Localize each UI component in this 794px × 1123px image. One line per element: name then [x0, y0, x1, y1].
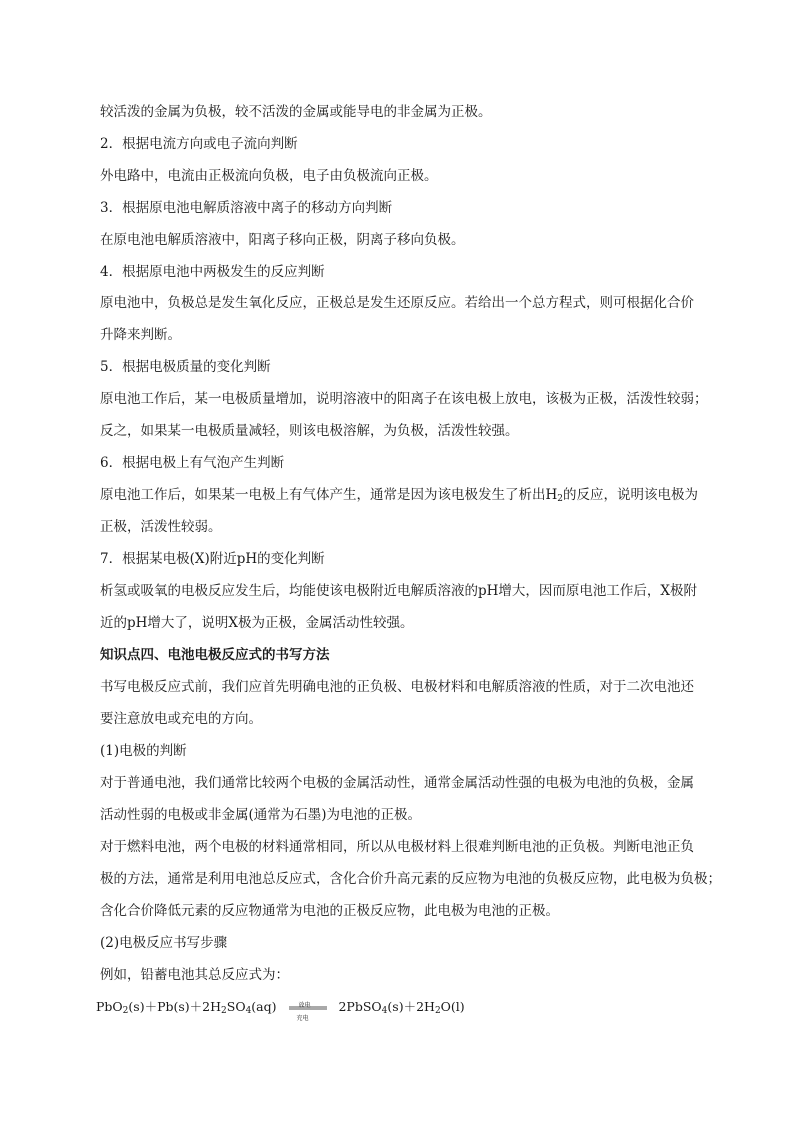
- text-line: 近的pH增大了，说明X极为正极，金属活动性较强。: [100, 615, 414, 631]
- text-line: 反之，如果某一电极质量减轻，则该电极溶解，为负极，活泼性较强。: [100, 423, 519, 439]
- reversible-arrow-icon: 放电 充电: [296, 1001, 311, 1022]
- text-line: 对于普通电池，我们通常比较两个电极的金属活动性，通常金属活动性强的电极为电池的负极，金属: [100, 775, 694, 791]
- text-line: 升降来判断。: [100, 327, 181, 343]
- heading-method-3: 3．根据原电池电解质溶液中离子的移动方向判断: [100, 200, 393, 216]
- text-line: 含化合价降低元素的反应物通常为电池的正极反应物，此电极为电池的正极。: [100, 903, 559, 919]
- heading-method-4: 4．根据原电池中两极发生的反应判断: [100, 264, 325, 280]
- reaction-equation: $PbO_2(s)+Pb(s)+2H_2SO_4(aq)$ 放电 充电 $2PbSO_4(s)+2H_2O(l)$: [96, 999, 465, 1022]
- text-line: [100, 486, 698, 508]
- subheading-electrode-judgement: (1)电极的判断: [100, 743, 187, 759]
- section-title: 知识点四、电池电极反应式的书写方法: [100, 647, 330, 663]
- text-line: 极的方法，通常是利用电池总反应式，含化合价升高元素的反应物为电池的负极反应物，此电极为负极；: [100, 871, 721, 887]
- subheading-writing-steps: (2)电极反应书写步骤: [100, 935, 228, 951]
- heading-method-5: 5．根据电极质量的变化判断: [100, 359, 271, 375]
- text-line: 例如，铅蓄电池其总反应式为：: [100, 967, 289, 983]
- text-line: 活动性弱的电极或非金属(通常为石墨)为电池的正极。: [100, 807, 422, 823]
- text-line: 对于燃料电池，两个电极的材料通常相同，所以从电极材料上很难判断电池的正负极。判断电池正负: [100, 839, 694, 855]
- text-line: 析氢或吸氧的电极反应发生后，均能使该电极附近电解质溶液的pH增大，因而原电池工作后，X极附: [100, 583, 698, 599]
- text-line: 正极，活泼性较弱。: [100, 519, 222, 535]
- heading-method-7: 7．根据某电极(X)附近pH的变化判断: [100, 551, 325, 567]
- text-line: 书写电极反应式前，我们应首先明确电池的正负极、电极材料和电解质溶液的性质，对于二次电池还: [100, 679, 694, 695]
- text-line: 外电路中，电流由正极流向负极，电子由负极流向正极。: [100, 168, 438, 184]
- heading-method-6: 6．根据电极上有气泡产生判断: [100, 455, 285, 471]
- text-segment: 原电池工作后，如果某一电极上有气体产生，通常是因为该电极发生了析出: [100, 487, 546, 503]
- text-line: 在原电池电解质溶液中，阳离子移向正极，阴离子移向负极。: [100, 232, 465, 248]
- h2-formula: $H_2$: [545, 487, 564, 504]
- text-line: 较活泼的金属为负极，较不活泼的金属或能导电的非金属为正极。: [100, 104, 492, 120]
- text-line: 原电池中，负极总是发生氧化反应，正极总是发生还原反应。若给出一个总方程式，则可根据化合价: [100, 295, 694, 311]
- text-line: 要注意放电或充电的方向。: [100, 711, 262, 727]
- heading-method-2: 2．根据电流方向或电子流向判断: [100, 136, 298, 152]
- text-line: 原电池工作后，某一电极质量增加，说明溶液中的阳离子在该电极上放电，该极为正极，活泼性较弱；: [100, 391, 708, 407]
- text-segment: 的反应，说明该电极为: [563, 487, 699, 503]
